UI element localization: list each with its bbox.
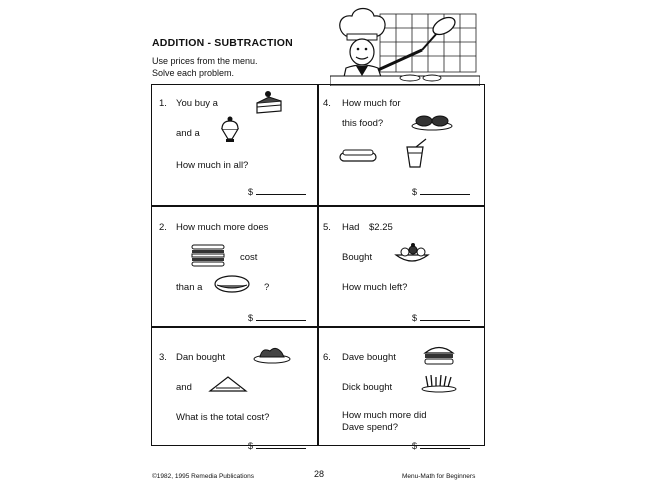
problem-text: How much in all? <box>176 160 249 171</box>
dollar-sign: $ <box>248 441 254 451</box>
grid-divider-vertical <box>317 85 319 445</box>
sundae-icon <box>218 115 242 145</box>
banana-split-icon <box>392 241 432 267</box>
page-number: 28 <box>314 469 325 479</box>
answer-line <box>248 186 306 197</box>
chef-illustration <box>330 6 480 86</box>
answer-blank <box>420 312 470 321</box>
hot-dog-icon <box>338 147 378 165</box>
dollar-sign: $ <box>248 187 254 197</box>
answer-blank <box>256 186 306 195</box>
problem-text: Had <box>342 222 360 233</box>
answer-line <box>412 440 470 451</box>
dollar-sign: $ <box>412 313 418 323</box>
french-fries-icon <box>420 373 460 393</box>
problem-text: $2.25 <box>369 222 393 233</box>
problem-text: What is the total cost? <box>176 412 270 423</box>
donut-plate-icon <box>410 111 454 131</box>
instructions <box>152 55 258 79</box>
problem-text: ? <box>264 282 270 293</box>
book-title: Menu-Math for Beginners <box>402 473 476 480</box>
club-sandwich-icon <box>190 241 226 267</box>
problem-number: 5. <box>323 222 331 233</box>
answer-line <box>248 440 306 451</box>
problem-number: 1. <box>159 98 167 109</box>
copyright-notice: ©1982, 1995 Remedia Publications <box>152 473 254 480</box>
hamburger-icon <box>422 342 456 366</box>
instructions-line-1: Use prices from the menu. <box>152 56 258 66</box>
problem-text: and a <box>176 128 200 139</box>
answer-blank <box>256 312 306 321</box>
problem-grid <box>151 84 485 451</box>
problem-text: Dan bought <box>176 352 226 363</box>
problem-text: How much left? <box>342 282 408 293</box>
worksheet-title: ADDITION - SUBTRACTION <box>152 37 293 49</box>
grid-divider-horizontal <box>152 205 484 207</box>
problem-text: Dave spend? <box>342 422 398 433</box>
problem-text: Dave bought <box>342 352 396 363</box>
problem-number: 4. <box>323 98 331 109</box>
instructions-line-2: Solve each problem. <box>152 68 235 78</box>
answer-blank <box>420 440 470 449</box>
problem-text: Dick bought <box>342 382 393 393</box>
soda-cup-icon <box>402 137 430 169</box>
problem-text: and <box>176 382 192 393</box>
cake-icon <box>254 89 284 115</box>
problem-text: this food? <box>342 118 384 129</box>
problem-number: 3. <box>159 352 167 363</box>
dollar-sign: $ <box>412 187 418 197</box>
problem-text: You buy a <box>176 98 218 109</box>
dollar-sign: $ <box>248 313 254 323</box>
problem-number: 2. <box>159 222 167 233</box>
answer-line <box>412 186 470 197</box>
problem-text: cost <box>240 252 258 263</box>
fried-chicken-icon <box>252 343 292 365</box>
dollar-sign: $ <box>412 441 418 451</box>
grid-divider-horizontal <box>152 326 484 328</box>
answer-blank <box>420 186 470 195</box>
problem-number: 6. <box>323 352 331 363</box>
answer-line <box>248 312 306 323</box>
answer-blank <box>256 440 306 449</box>
sub-sandwich-icon <box>212 273 252 295</box>
sandwich-wedge-icon <box>208 375 248 393</box>
answer-line <box>412 312 470 323</box>
problem-text: than a <box>176 282 203 293</box>
problem-text: How much more does <box>176 222 269 233</box>
problem-text: Bought <box>342 252 373 263</box>
problem-text: How much for <box>342 98 401 109</box>
problem-text: How much more did <box>342 410 427 421</box>
